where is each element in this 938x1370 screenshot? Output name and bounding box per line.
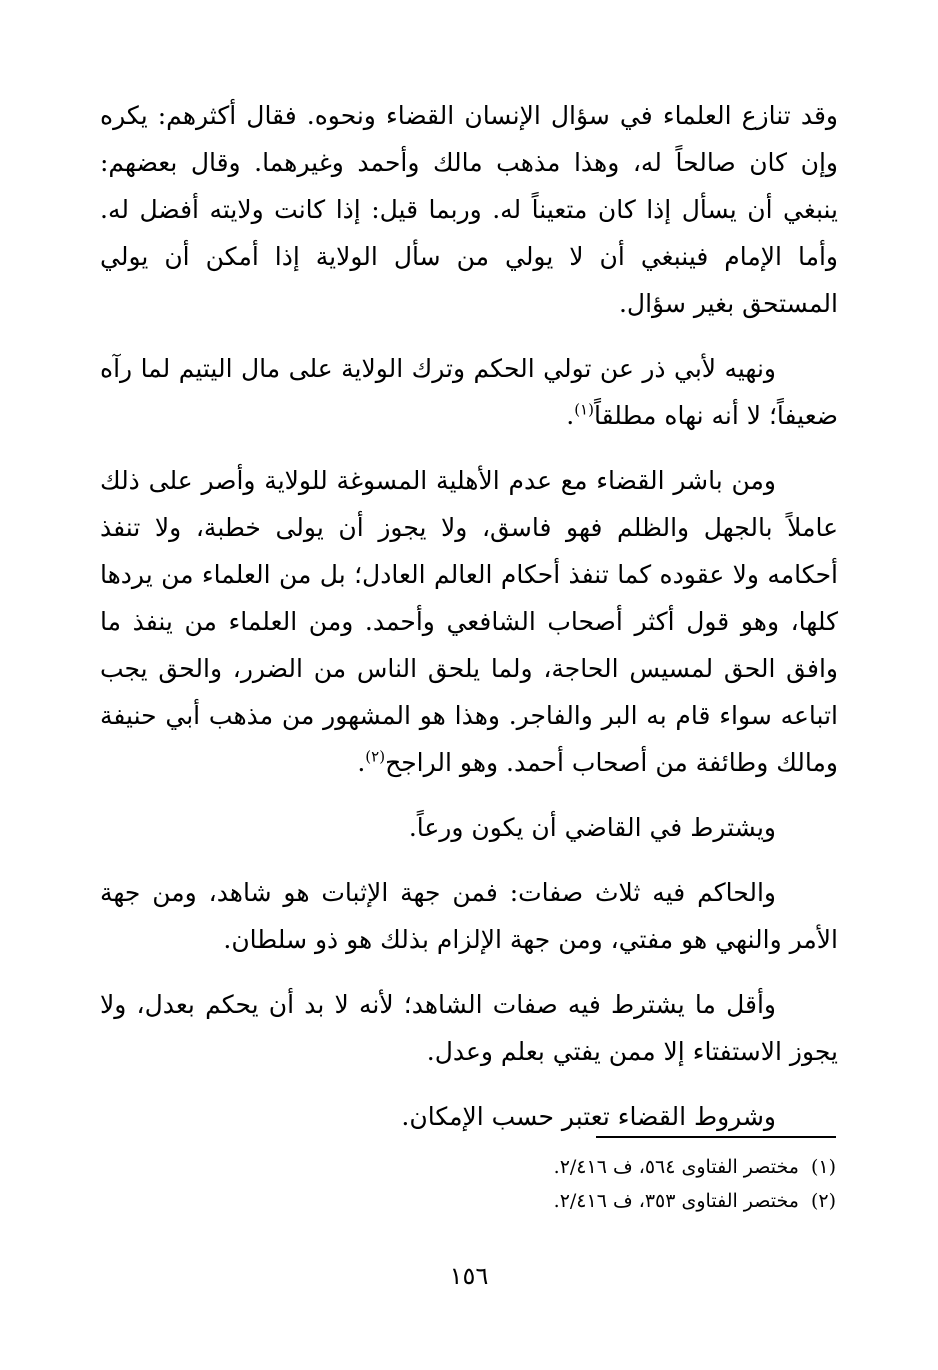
paragraph-2 <box>100 345 838 439</box>
footnote-2-text: مختصر الفتاوى ٣٥٣، ف ٢/٤١٦. <box>553 1190 799 1212</box>
footnote-2 <box>400 1184 836 1218</box>
footnote-1-number: (١) <box>810 1156 836 1178</box>
paragraph-7: وشروط القضاء تعتبر حسب الإمكان. <box>401 1102 776 1131</box>
paragraph-2-end: . <box>566 401 575 430</box>
paragraph-3 <box>100 457 838 786</box>
footnote-1-text: مختصر الفتاوى ٥٦٤، ف ٢/٤١٦. <box>553 1156 799 1178</box>
paragraph-1: وقد تنازع العلماء في سؤال الإنسان القضاء ونحوه. فقال أكثرهم: يكره وإن كان صالحاً له، وهذا مذهب مالك وأحمد وغيرهما. وقال بعضهم: ينبغي أن يسأل إذا كان متعيناً له. وربما قيل: إذا كانت ولايته أفضل له. وأما الإمام فينبغي أن لا يولي من سأل الولاية إذا أمكن أن يولي المستحق بغير سؤال. <box>100 101 838 318</box>
paragraph-5: والحاكم فيه ثلاث صفات: فمن جهة الإثبات هو شاهد، ومن جهة الأمر والنهي هو مفتي، ومن جهة الإلزام بذلك هو ذو سلطان. <box>100 878 838 954</box>
footnotes-section <box>400 1150 836 1218</box>
paragraph-4: ويشترط في القاضي أن يكون ورعاً. <box>408 813 776 842</box>
page-number: ١٥٦ <box>449 1262 489 1290</box>
footnote-1 <box>400 1150 836 1184</box>
paragraph-3-text: ومن باشر القضاء مع عدم الأهلية المسوغة للولاية وأصر على ذلك عاملاً بالجهل والظلم فهو فاسق، ولا يجوز أن يولى خطبة، ولا تنفذ أحكامه ولا عقوده كما تنفذ أحكام العالم العادل؛ بل من العلماء من يردها كلها، وهو قول أكثر أصحاب الشافعي وأحمد. ومن العلماء من ينفذ ما وافق الحق لمسيس الحاجة، ولما يلحق الناس من الضرر، والحق يجب اتباعه سواء قام به البر والفاجر. وهذا هو المشهور من مذهب أبي حنيفة ومالك وطائفة من أصحاب أحمد. وهو الراجح <box>100 466 838 777</box>
paragraph-3-end: . <box>357 748 366 777</box>
paragraph-2-text: ونهيه لأبي ذر عن تولي الحكم وترك الولاية على مال اليتيم لما رآه ضعيفاً؛ لا أنه نهاه مطلقاً <box>100 354 838 430</box>
footnote-separator <box>596 1136 836 1138</box>
footnote-2-number: (٢) <box>810 1190 836 1212</box>
footnote-ref-1[interactable]: (١) <box>574 400 594 419</box>
main-text <box>100 92 838 1158</box>
footnote-ref-2[interactable]: (٢) <box>365 747 386 766</box>
paragraph-6: وأقل ما يشترط فيه صفات الشاهد؛ لأنه لا بد أن يحكم بعدل، ولا يجوز الاستفتاء إلا ممن يفتي بعلم وعدل. <box>100 990 838 1066</box>
